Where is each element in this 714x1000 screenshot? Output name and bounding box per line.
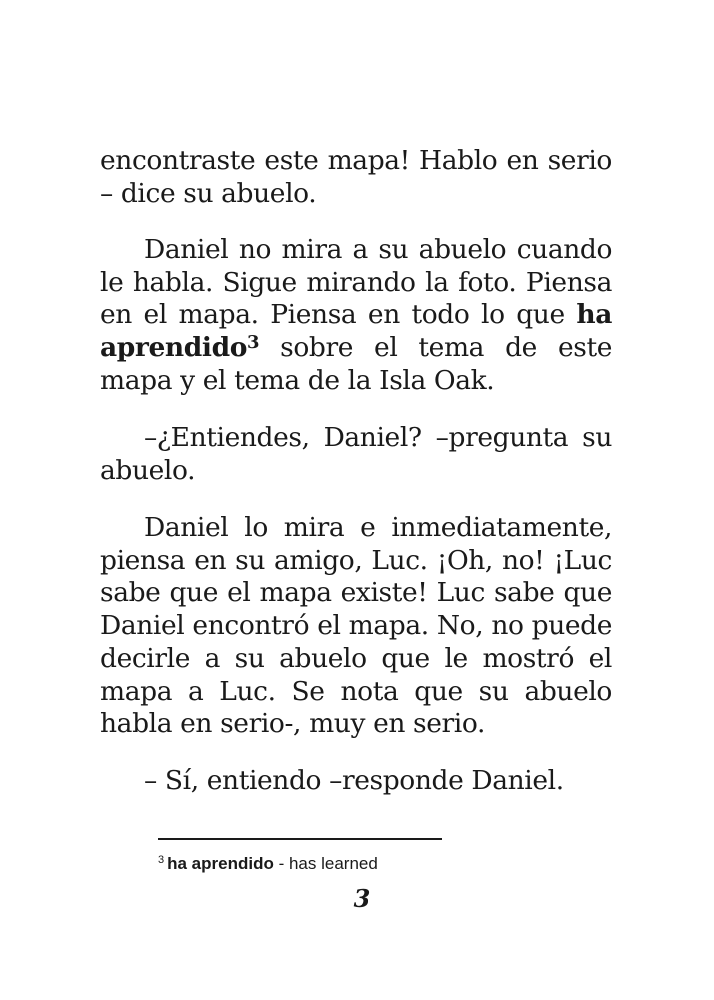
- paragraph-5: – Sí, entiendo –responde Daniel.: [144, 765, 564, 796]
- paragraph-1: encontraste este mapa! Hablo en serio – dice su abuelo.: [100, 145, 612, 209]
- footnote-reference: 3: [247, 332, 260, 354]
- footnote: [158, 853, 378, 875]
- footnote-definition: - has learned: [273, 854, 378, 873]
- paragraph-2: [100, 234, 612, 398]
- footnote-mark: 3: [158, 854, 165, 866]
- footnote-divider: [158, 838, 442, 840]
- paragraph-4: Daniel lo mira e inmediatamente, piensa en su amigo, Luc. ¡Oh, no! ¡Luc sabe que el mapa existe! Luc sabe que Daniel encontró el mapa. No, no puede decirle a su abuelo que le mostró el mapa a Luc. Se nota que su abuelo habla en serio-, muy en serio.: [100, 512, 612, 740]
- paragraph-3: –¿Entiendes, Daniel? –pregunta su abuelo.: [100, 422, 612, 486]
- footnote-term: ha aprendido: [167, 854, 274, 873]
- glossary-term: ha aprendido: [100, 299, 612, 364]
- page-number: 3: [353, 884, 371, 913]
- paragraph-2-text-after: sobre el tema de este mapa y el tema de la Isla Oak.: [100, 332, 612, 396]
- paragraph-2-text-before: Daniel no mira a su abuelo cuando le habla. Sigue mirando la foto. Piensa en el mapa. Piensa en todo lo que: [100, 234, 612, 331]
